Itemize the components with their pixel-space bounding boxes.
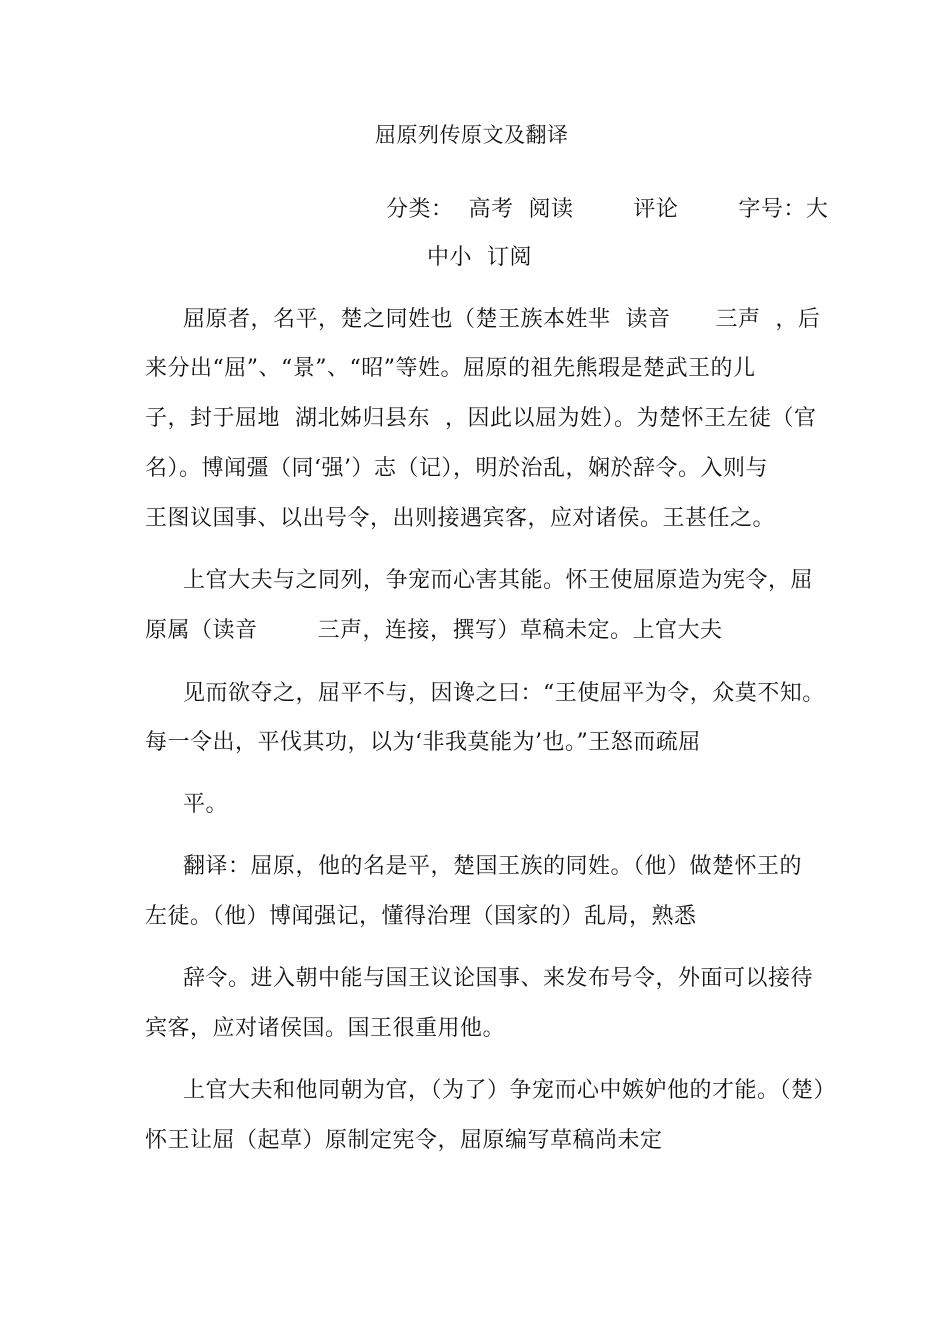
document-meta: 中小 订阅: [427, 245, 532, 270]
text-line: 翻译：屈原，他的名是平，楚国王族的同姓。（他）做楚怀王的: [183, 854, 803, 879]
text-line: 名）。博闻彊（同‘强’）志（记），明於治乱，娴於辞令。入则与: [145, 456, 768, 481]
text-line: 平。: [183, 792, 229, 817]
text-line: 怀王让屈（起草）原制定宪令，屈原编写草稿尚未定: [145, 1128, 663, 1153]
text-line: 原属（读音 三声，连接，撰写）草稿未定。上官大夫: [145, 618, 723, 643]
text-line: 子，封于屈地 湖北姊归县东 ，因此以屈为姓）。为楚怀王左徒（官: [145, 406, 817, 431]
text-line: 王图议国事、以出号令，出则接遇宾客，应对诸侯。王甚任之。: [145, 506, 776, 531]
text-line: 上官大夫和他同朝为官，（为了）争宠而心中嫉妒他的才能。（楚）: [183, 1078, 837, 1103]
text-line: 见而欲夺之，屈平不与，因谗之曰：“王使屈平为令，众莫不知。: [183, 681, 825, 706]
text-line: 每一令出，平伐其功，以为‘非我莫能为’也。”王怒而疏屈: [145, 730, 701, 755]
text-line: 左徒。（他）博闻强记，懂得治理（国家的）乱局，熟悉: [145, 904, 697, 929]
text-line: 上官大夫与之同列，争宠而心害其能。怀王使屈原造为宪令，屈: [183, 568, 814, 593]
text-line: 辞令。进入朝中能与国王议论国事、来发布号令，外面可以接待: [183, 966, 814, 991]
text-line: 屈原者，名平，楚之同姓也（楚王族本姓芈 读音 三声 ，后: [183, 307, 821, 332]
text-line: 来分出“屈”、“景”、“昭”等姓。屈原的祖先熊瑕是楚武王的儿: [145, 356, 756, 381]
document-meta: 分类： 高考 阅读 评论 字号：大: [386, 197, 829, 222]
text-line: 宾客，应对诸侯国。国王很重用他。: [145, 1016, 506, 1041]
document-title: 屈原列传原文及翻译: [375, 123, 569, 147]
